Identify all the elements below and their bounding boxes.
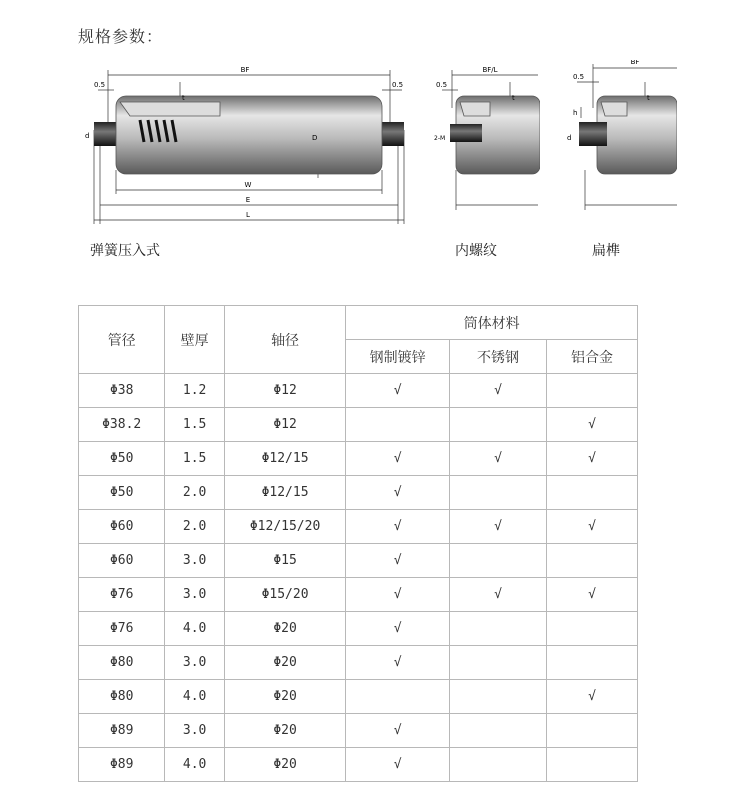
cell-shaft: Φ12 bbox=[224, 408, 345, 442]
cell-wall: 3.0 bbox=[165, 544, 225, 578]
cell-pipe: Φ80 bbox=[79, 680, 165, 714]
cell-wall: 1.5 bbox=[165, 408, 225, 442]
table-row bbox=[79, 714, 638, 748]
cell-stainless bbox=[450, 646, 547, 680]
cell-stainless bbox=[450, 544, 547, 578]
dim-bf-l: BF/L bbox=[482, 66, 498, 74]
cell-steel bbox=[346, 408, 450, 442]
cell-shaft: Φ20 bbox=[224, 612, 345, 646]
cell-aluminum bbox=[546, 612, 637, 646]
cell-steel: √ bbox=[346, 374, 450, 408]
cell-shaft: Φ20 bbox=[224, 646, 345, 680]
cell-steel: √ bbox=[346, 442, 450, 476]
roller-drawing-flat bbox=[565, 60, 677, 230]
cell-wall: 3.0 bbox=[165, 646, 225, 680]
cell-shaft: Φ15 bbox=[224, 544, 345, 578]
dim-t: t bbox=[182, 94, 185, 102]
cell-pipe: Φ38.2 bbox=[79, 408, 165, 442]
dim-gap: 0.5 bbox=[436, 81, 448, 89]
cell-pipe: Φ89 bbox=[79, 714, 165, 748]
cell-pipe: Φ76 bbox=[79, 612, 165, 646]
cell-aluminum bbox=[546, 374, 637, 408]
header-shaft: 轴径 bbox=[224, 306, 345, 374]
cell-wall: 4.0 bbox=[165, 612, 225, 646]
figure-label-spring: 弹簧压入式 bbox=[90, 243, 160, 259]
cell-aluminum bbox=[546, 476, 637, 510]
cell-pipe: Φ80 bbox=[79, 646, 165, 680]
cell-steel: √ bbox=[346, 510, 450, 544]
table-row bbox=[79, 646, 638, 680]
figure-label-flat: 扁榫 bbox=[592, 243, 620, 259]
cell-shaft: Φ12/15/20 bbox=[224, 510, 345, 544]
cell-wall: 4.0 bbox=[165, 680, 225, 714]
table-row bbox=[79, 476, 638, 510]
cell-stainless bbox=[450, 476, 547, 510]
dim-d: d bbox=[85, 132, 90, 140]
header-stainless: 不锈钢 bbox=[450, 340, 547, 374]
cell-aluminum: √ bbox=[546, 510, 637, 544]
cell-shaft: Φ12/15 bbox=[224, 476, 345, 510]
cell-aluminum bbox=[546, 544, 637, 578]
cell-stainless bbox=[450, 748, 547, 782]
dim-t: t bbox=[647, 94, 650, 102]
dim-gap-right: 0.5 bbox=[392, 81, 404, 89]
cell-wall: 3.0 bbox=[165, 578, 225, 612]
header-wall: 壁厚 bbox=[165, 306, 225, 374]
spec-table bbox=[78, 305, 638, 782]
table-row bbox=[79, 748, 638, 782]
roller-drawing-spring bbox=[80, 60, 410, 230]
table-row bbox=[79, 408, 638, 442]
cell-steel: √ bbox=[346, 714, 450, 748]
cell-wall: 4.0 bbox=[165, 748, 225, 782]
cell-steel: √ bbox=[346, 748, 450, 782]
figure-label-thread: 内螺纹 bbox=[455, 243, 497, 259]
cell-stainless: √ bbox=[450, 578, 547, 612]
cell-pipe: Φ76 bbox=[79, 578, 165, 612]
dim-w: W bbox=[244, 181, 252, 189]
cell-steel: √ bbox=[346, 476, 450, 510]
dim-gap-left: 0.5 bbox=[94, 81, 106, 89]
cell-shaft: Φ20 bbox=[224, 748, 345, 782]
dim-e: E bbox=[245, 196, 251, 204]
cell-wall: 1.5 bbox=[165, 442, 225, 476]
cell-wall: 1.2 bbox=[165, 374, 225, 408]
cell-aluminum: √ bbox=[546, 578, 637, 612]
cell-pipe: Φ89 bbox=[79, 748, 165, 782]
table-row bbox=[79, 578, 638, 612]
cell-shaft: Φ20 bbox=[224, 714, 345, 748]
cell-stainless bbox=[450, 714, 547, 748]
cell-aluminum: √ bbox=[546, 680, 637, 714]
table-row bbox=[79, 612, 638, 646]
table-row bbox=[79, 544, 638, 578]
dim-gap: 0.5 bbox=[573, 73, 585, 81]
header-aluminum: 铝合金 bbox=[546, 340, 637, 374]
cell-pipe: Φ50 bbox=[79, 476, 165, 510]
table-row bbox=[79, 442, 638, 476]
dim-h: h bbox=[573, 109, 578, 117]
cell-pipe: Φ38 bbox=[79, 374, 165, 408]
cell-pipe: Φ50 bbox=[79, 442, 165, 476]
cell-pipe: Φ60 bbox=[79, 510, 165, 544]
cell-steel: √ bbox=[346, 646, 450, 680]
cell-stainless bbox=[450, 680, 547, 714]
table-row bbox=[79, 510, 638, 544]
cell-aluminum bbox=[546, 714, 637, 748]
cell-wall: 3.0 bbox=[165, 714, 225, 748]
roller-drawing-thread bbox=[430, 60, 540, 230]
dim-D: D bbox=[312, 134, 318, 142]
cell-aluminum bbox=[546, 646, 637, 680]
cell-stainless bbox=[450, 612, 547, 646]
dim-t: t bbox=[512, 94, 515, 102]
table-row bbox=[79, 680, 638, 714]
page-title: 规格参数： bbox=[78, 27, 164, 46]
cell-shaft: Φ12/15 bbox=[224, 442, 345, 476]
dim-bf: BF bbox=[630, 60, 640, 66]
cell-shaft: Φ15/20 bbox=[224, 578, 345, 612]
cell-steel: √ bbox=[346, 578, 450, 612]
cell-steel: √ bbox=[346, 612, 450, 646]
dim-d: d bbox=[567, 134, 572, 142]
cell-wall: 2.0 bbox=[165, 510, 225, 544]
dim-l: L bbox=[246, 211, 250, 219]
cell-aluminum bbox=[546, 748, 637, 782]
cell-stainless bbox=[450, 408, 547, 442]
header-pipe-dia: 管径 bbox=[79, 306, 165, 374]
cell-wall: 2.0 bbox=[165, 476, 225, 510]
cell-pipe: Φ60 bbox=[79, 544, 165, 578]
cell-shaft: Φ12 bbox=[224, 374, 345, 408]
header-steel: 钢制镀锌 bbox=[346, 340, 450, 374]
cell-aluminum: √ bbox=[546, 408, 637, 442]
cell-steel bbox=[346, 680, 450, 714]
dim-2m: 2-M bbox=[434, 135, 446, 142]
cell-stainless: √ bbox=[450, 510, 547, 544]
cell-aluminum: √ bbox=[546, 442, 637, 476]
cell-shaft: Φ20 bbox=[224, 680, 345, 714]
header-material: 筒体材料 bbox=[346, 306, 638, 340]
cell-steel: √ bbox=[346, 544, 450, 578]
dim-bf: BF bbox=[240, 66, 250, 74]
cell-stainless: √ bbox=[450, 374, 547, 408]
cell-stainless: √ bbox=[450, 442, 547, 476]
table-row bbox=[79, 374, 638, 408]
